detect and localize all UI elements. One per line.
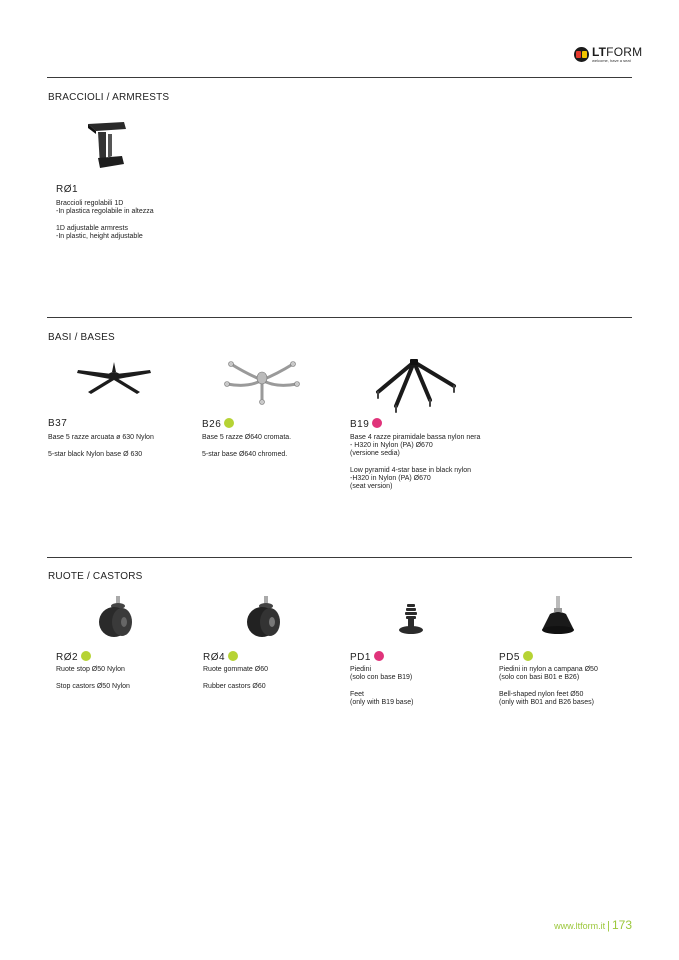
magenta-dot-icon (374, 651, 384, 661)
description-english: 5-star black Nylon base Ø 630 (48, 451, 143, 458)
product-code-b19 (350, 418, 382, 430)
description-italian: Piedini (solo con base B19) (350, 666, 413, 681)
description-english: Rubber castors Ø60 (203, 683, 266, 690)
page-footer (554, 918, 632, 932)
description-english: Low pyramid 4-star base in black nylon -H320 in Nylon (PA) Ø670 (seat version) (350, 467, 472, 490)
product-code-pd1 (350, 651, 384, 663)
section-title-bases: BASI / BASES (48, 332, 115, 343)
brand-logo (574, 45, 643, 64)
description-italian: Base 5 razze arcuata ø 630 Nylon (48, 434, 154, 441)
magenta-dot-icon (372, 418, 382, 428)
product-code-r04 (203, 651, 238, 663)
product-description-b19 (350, 434, 520, 500)
lime-dot-icon (81, 651, 91, 661)
product-code-r02 (56, 651, 91, 663)
feet-icon (396, 602, 426, 638)
logo-badge-icon (574, 47, 589, 62)
product-code-text: PD1 (350, 652, 371, 663)
description-italian: Braccioli regolabili 1D -In plastica regolabile in altezza (56, 200, 154, 215)
black-star-base-icon (74, 358, 154, 400)
product-code-b26 (202, 418, 234, 430)
website-link[interactable]: www.ltform.it (554, 921, 606, 931)
armrest-icon (78, 118, 134, 176)
stop-castor-icon (92, 594, 140, 640)
description-english: Feet (only with B19 base) (350, 691, 414, 706)
product-description-b26 (202, 434, 342, 468)
description-english: 1D adjustable armrests -In plastic, height adjustable (56, 225, 143, 240)
product-description-pd1 (350, 666, 490, 716)
section-title-armrests: BRACCIOLI / ARMRESTS (48, 92, 170, 103)
logo-tagline: welcome, have a seat (592, 58, 631, 63)
product-description-r02 (56, 666, 196, 700)
description-italian: Base 5 razze Ø640 cromata. (202, 434, 292, 441)
lime-dot-icon (228, 651, 238, 661)
logo-wordmark: LTFORM (592, 45, 643, 59)
description-english: Stop castors Ø50 Nylon (56, 683, 130, 690)
product-code-text: RØ4 (203, 652, 226, 663)
pyramid-base-icon (368, 356, 460, 418)
lime-dot-icon (224, 418, 234, 428)
product-description-r01 (56, 200, 216, 250)
page-number: 173 (611, 918, 632, 932)
section-divider (47, 317, 632, 318)
chrome-star-base-icon (219, 354, 305, 406)
description-italian: Ruote gommate Ø60 (203, 666, 268, 673)
rubber-castor-icon (240, 594, 288, 640)
footer-separator: | (607, 920, 610, 932)
product-code-text: RØ2 (56, 652, 79, 663)
product-code-text: B26 (202, 419, 222, 430)
description-italian: Ruote stop Ø50 Nylon (56, 666, 125, 673)
description-english: Bell-shaped nylon feet Ø50 (only with B01 and B26 bases) (499, 691, 594, 706)
lime-dot-icon (523, 651, 533, 661)
description-italian: Piedini in nylon a campana Ø50 (solo con basi B01 e B26) (499, 666, 598, 681)
product-code-text: PD5 (499, 652, 520, 663)
section-title-castors: RUOTE / CASTORS (48, 571, 143, 582)
description-english: 5-star base Ø640 chromed. (202, 451, 288, 458)
product-code-r01: RØ1 (56, 184, 79, 195)
product-description-r04 (203, 666, 343, 700)
bell-feet-icon (536, 594, 580, 638)
product-description-pd5 (499, 666, 639, 716)
product-code-text: B19 (350, 419, 370, 430)
product-description-b37 (48, 434, 198, 468)
description-italian: Base 4 razze piramidale bassa nylon nera - H320 in Nylon (PA) Ø670 (versione sedia) (350, 434, 481, 457)
product-code-pd5 (499, 651, 533, 663)
section-divider (47, 77, 632, 78)
section-divider (47, 557, 632, 558)
product-code-b37: B37 (48, 418, 68, 429)
